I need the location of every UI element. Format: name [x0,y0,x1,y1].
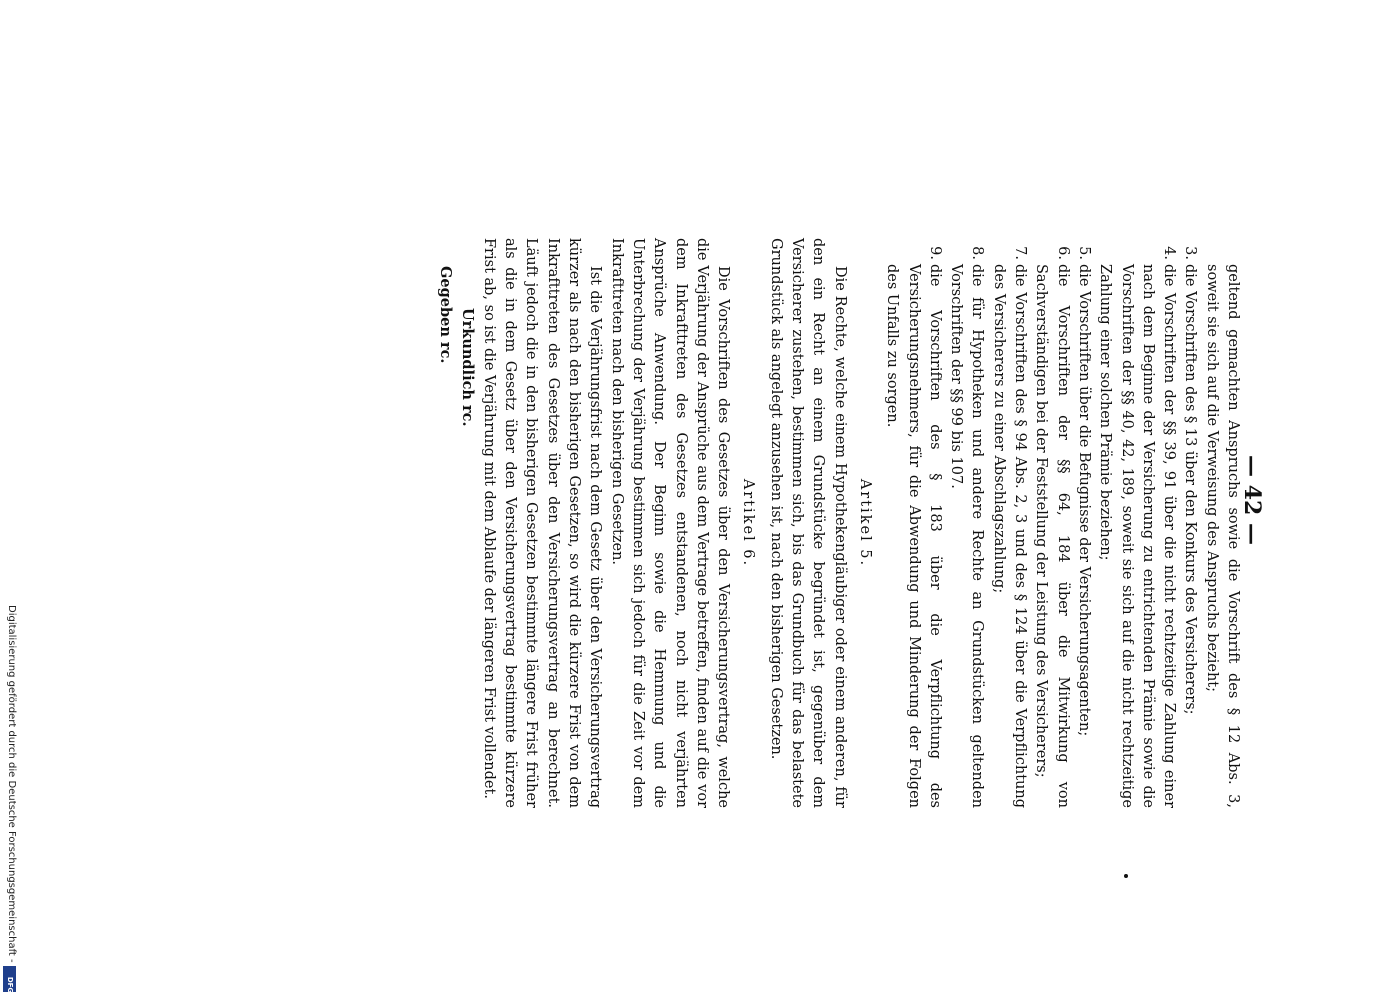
list-item-number: 9. [926,246,943,260]
list-item-number: 4. [1161,246,1178,260]
list-item [987,238,1030,808]
page-number: — 42 — [1239,455,1265,545]
article-5-heading: Artikel 5. [856,478,873,568]
list-item-continuation: geltend gemachten Anspruchs sowie die Vorschrift des § 12 Abs. 3, soweit sie sich auf die Verweisung des Anspruchs bezieht; [1203,264,1241,808]
list-item-number: 8. [969,246,986,260]
list-item-text: die für Hypotheken und andere Rechte an Grundstücken geltenden Vorschriften der §§ 99 bis 107. [948,264,986,808]
dfg-logo-text: DFG [6,976,14,994]
list-item-text: die Vorschriften des § 94 Abs. 2, 3 und des § 124 über die Verpflichtung des Versicherers zu einer Abschlagszahlung; [990,264,1029,808]
digitization-credit [0,0,26,1000]
article-6-paragraph-2: Ist die Verjährungsfrist nach dem Gesetz über den Versicherungsvertrag kürzer als nach den bisherigen Gesetzen, so wird die kürzere Frist von dem Inkrafttreten des Gesetzes über den Versicherungsvertrag an berechnet. Läuft jedoch die in den bisherigen Gesetzen bestimmte längere Frist früher als die in dem Gesetz über den Versicherungsvertrag bestimmte kürzere Frist ab, so ist die Verjährung mit dem Ablaufe der längeren Frist vollendet. [480,238,604,808]
list-item-number: 6. [1054,246,1071,260]
credit-text: Digitalisierung gefördert durch die Deutsche Forschungsgemeinschaft - [6,605,17,963]
list-item [1179,238,1200,808]
list-item [1073,238,1094,808]
article-6-heading: Artikel 6. [740,478,757,568]
article-6-paragraph-1: Die Vorschriften des Gesetzes über den Versicherungsvertrag, welche die Verjährung der Ansprüche aus dem Vertrage betreffen, finden auf die vor dem Inkrafttreten des Gesetzes entstandenen, noch nicht verjährten Ansprüche Anwendung. Der Beginn sowie die Hemmung und die Unterbrechung der Verjährung bestimmen sich jedoch für die Zeit vor dem Inkrafttreten nach den bisherigen Gesetzen. [608,238,732,808]
list-item [945,238,988,808]
speck-mark [1124,874,1128,878]
article-5-paragraph: Die Rechte, welche einem Hypothekengläubiger oder einem anderen, für den ein Recht an einem Grundstücke begründet ist, gegenüber dem Versicherer zustehen, bestimmen sich, bis das Grundbuch für das belastete Grundstück als angelegt anzusehen ist, nach den bisherigen Gesetzen. [767,238,848,808]
list-item-number: 7. [1012,246,1029,260]
list-item-number: 3. [1182,246,1199,260]
list-item-text: die Vorschriften der §§ 39, 91 über die nicht rechtzeitige Zahlung einer nach dem Beginne der Versicherung zu entrichtenden Prämie sowie die Vorschriften der §§ 40, 42, 189, soweit sie sich auf die nicht rechtzeitige Zahlung einer solchen Prämie beziehen; [1097,264,1178,808]
page-body [435,238,1243,808]
list-item-number: 5. [1075,246,1092,260]
list-item [1094,238,1179,808]
list-item-text: die Vorschriften des § 183 über die Verpflichtung des Versicherungsnehmers, für die Abwendung und Minderung der Folgen des Unfalls zu sorgen. [884,264,943,808]
list-item [1030,238,1073,808]
closing-formula: Urkundlich rc. [458,308,476,427]
list-item [881,238,945,808]
list-item-text: die Vorschriften über die Befugnisse der Versicherungsagenten; [1075,264,1092,737]
list-item-text: die Vorschriften der §§ 64, 184 über die Mitwirkung von Sachverständigen bei der Feststellung der Leistung des Versicherers; [1033,264,1071,808]
dfg-logo-icon [3,966,16,992]
list-item-text: die Vorschriften des § 13 über den Konkurs des Versicherers; [1182,264,1199,715]
signature-formula: Gegeben rc. [437,266,455,364]
